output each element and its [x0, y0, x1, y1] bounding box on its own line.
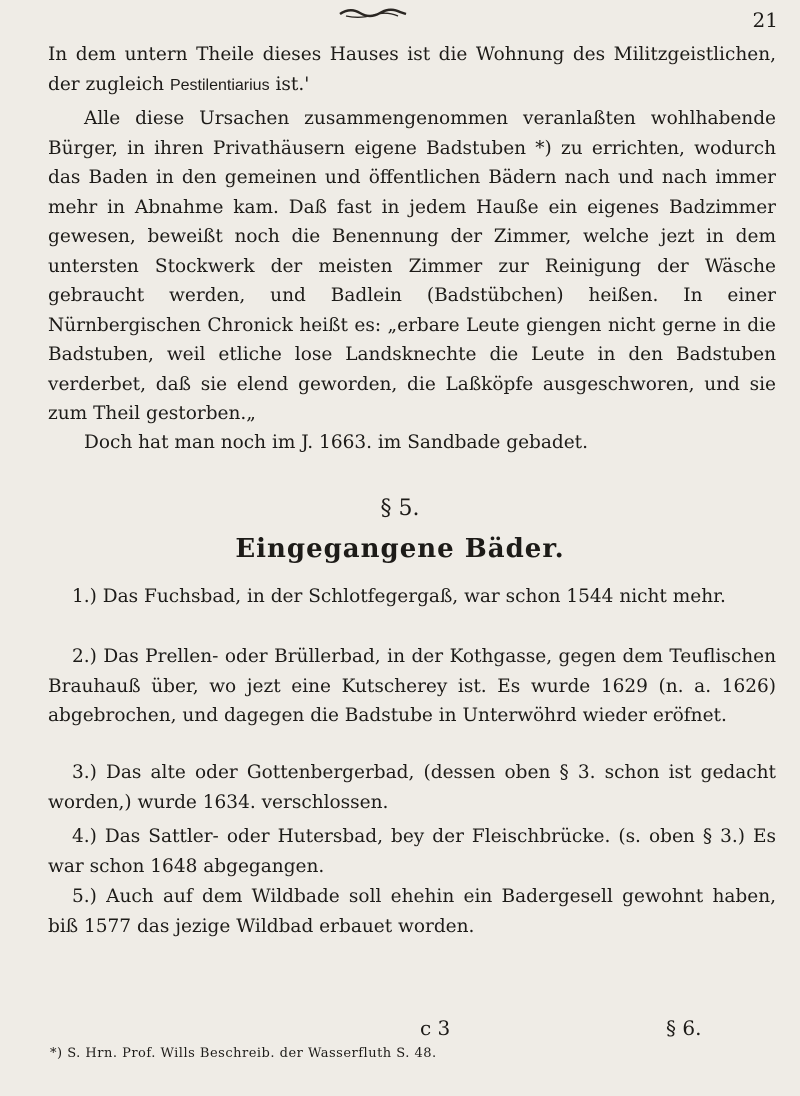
paragraph-private-baths: Alle diese Ursachen zusammengenommen veranlaßten wohlhabende Bürger, in ihren Privathäusern eigene Badstuben *) zu errichten, wodurch das Baden in den gemeinen und öffentlichen Bädern nach und nach immer mehr in Abnahme kam. Daß fast in jedem Hauße ein eigenes Badzimmer gewesen, beweißt noch die Benennung der Zimmer, welche jezt in dem untersten Stockwerk der meisten Zimmer zur Reinigung der Wäsche gebraucht werden, und Badlein (Badstübchen) heißen. In einer Nürnbergischen Chronick heißt es: „erbare Leute giengen nicht gerne in die Badstuben, weil etliche lose Landsknechte die Leute in den Badstuben verderbet, daß sie elend geworden, die Laßköpfe ausgeschworen, und sie zum Theil gestorben.„: [48, 108, 776, 424]
list-item-gottenbergerbad: 3.) Das alte oder Gottenbergerbad, (dessen oben § 3. schon ist gedacht worden,) wurde 1634. verschlossen.: [48, 762, 776, 813]
footnote: *) S. Hrn. Prof. Wills Beschreib. der Wasserfluth S. 48.: [50, 1046, 437, 1061]
list-item-huttersbad: 4.) Das Sattler- oder Hutersbad, bey der Fleischbrücke. (s. oben § 3.) Es war schon 1648 abgegangen.: [48, 826, 776, 877]
paragraph-text: In dem untern Theile dieses Hauses ist die Wohnung des Militzgeistlichen, der zugleich: [48, 44, 776, 95]
paragraph-militia-chaplain: [48, 40, 776, 100]
signature-mark: c 3: [420, 1016, 451, 1040]
list-item-fuchsbad: 1.) Das Fuchsbad, in der Schlotfegergaß, war schon 1544 nicht mehr.: [72, 586, 726, 607]
list-item-prellenbad: 2.) Das Prellen- oder Brüllerbad, in der Kothgasse, gegen dem Teuflischen Brauhauß über, wo jezt eine Kutscherey ist. Es wurde 1629 (n. a. 1626) abgebrochen, und dagegen die Badstube in Unterwöhrd wieder eröfnet.: [48, 646, 776, 726]
section-title: Eingegangene Bäder.: [235, 534, 565, 564]
list-item-wildbad: 5.) Auch auf dem Wildbade soll ehehin ein Badergesell gewohnt haben, biß 1577 das jezige Wildbad erbauet worden.: [48, 886, 776, 937]
paragraph-sandbad: Doch hat man noch im J. 1663. im Sandbade gebadet.: [84, 432, 588, 453]
section-number: § 5.: [380, 496, 420, 521]
page-number: 21: [752, 8, 778, 32]
latin-term: Pestilentiarius: [169, 76, 270, 94]
catchword: § 6.: [666, 1016, 702, 1040]
paragraph-text: ist.': [275, 73, 310, 95]
header-ornament: [338, 6, 408, 20]
